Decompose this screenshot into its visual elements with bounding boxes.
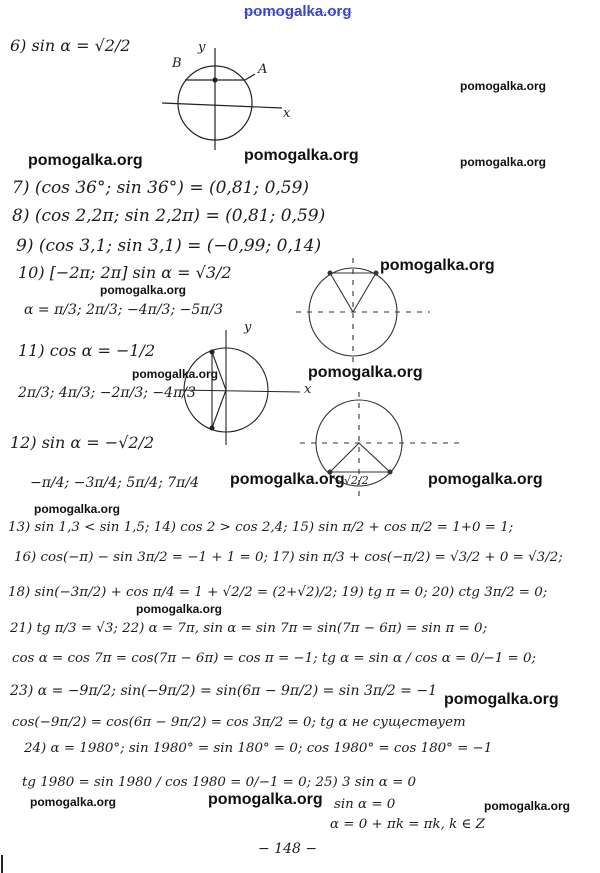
problem-22-cos: cos α = cos 7π = cos(7π − 6π) = cos π = −1; tg α = sin α / cos α = 0/−1 = 0; — [12, 651, 537, 666]
problem-8: 8) (cos 2,2π; sin 2,2π) = (0,81; 0,59) — [12, 206, 326, 226]
diagram12-fraction-label: √2/2 — [344, 474, 369, 487]
watermark: pomogalka.org — [34, 502, 121, 516]
header-watermark: pomogalka.org — [244, 3, 352, 20]
problem-10: 10) [−2π; 2π] sin α = √3/2 — [18, 263, 232, 282]
watermark: pomogalka.org — [484, 799, 571, 813]
watermark: pomogalka.org — [136, 602, 223, 616]
problem-25-step: sin α = 0 — [334, 797, 396, 812]
watermark: pomogalka.org — [460, 155, 547, 169]
watermark: pomogalka.org — [30, 795, 117, 809]
diagram6-a-label: A — [258, 62, 268, 77]
watermark: pomogalka.org — [132, 367, 219, 381]
watermark: pomogalka.org — [244, 147, 359, 164]
watermark: pomogalka.org — [230, 471, 345, 488]
page-number: − 148 − — [258, 841, 318, 857]
watermark: pomogalka.org — [100, 283, 187, 297]
diagram11-x-label: x — [304, 382, 312, 397]
watermark: pomogalka.org — [428, 471, 543, 488]
problem-24: 24) α = 1980°; sin 1980° = sin 180° = 0; cos 1980° = cos 180° = −1 — [24, 741, 493, 756]
watermark: pomogalka.org — [208, 791, 323, 808]
problem-9: 9) (cos 3,1; sin 3,1) = (−0,99; 0,14) — [16, 236, 322, 256]
problems-21-22: 21) tg π/3 = √3; 22) α = 7π, sin α = sin 7π = sin(7π − 6π) = sin π = 0; — [10, 621, 488, 636]
problem-7: 7) (cos 36°; sin 36°) = (0,81; 0,59) — [12, 178, 310, 198]
diagram11-y-label: y — [244, 320, 252, 335]
problem-12-answer: −π/4; −3π/4; 5π/4; 7π/4 — [30, 475, 199, 491]
problem-24-tg: tg 1980 = sin 1980 / cos 1980 = 0/−1 = 0; 25) 3 sin α = 0 — [22, 775, 417, 790]
watermark: pomogalka.org — [308, 364, 423, 381]
unit-circle-10 — [296, 258, 430, 372]
problem-23-cos: cos(−9π/2) = cos(6π − 9π/2) = cos 3π/2 = 0; tg α не существует — [12, 715, 466, 730]
watermark: pomogalka.org — [28, 152, 143, 169]
problem-11-answer: 2π/3; 4π/3; −2π/3; −4π/3 — [18, 385, 196, 401]
diagram6-x-label: x — [283, 106, 291, 121]
diagram6-y-label: y — [198, 40, 206, 55]
watermark: pomogalka.org — [460, 79, 547, 93]
problems-13-15: 13) sin 1,3 < sin 1,5; 14) cos 2 > cos 2,4; 15) sin π/2 + cos π/2 = 1+0 = 1; — [8, 520, 514, 535]
problems-18-20: 18) sin(−3π/2) + cos π/4 = 1 + √2/2 = (2+√2)/2; 19) tg π = 0; 20) ctg 3π/2 = 0; — [8, 585, 548, 600]
problem-12: 12) sin α = −√2/2 — [10, 433, 155, 452]
problem-25-answer: α = 0 + πk = πk, k ∈ Z — [330, 817, 485, 832]
watermark: pomogalka.org — [380, 257, 495, 274]
problem-6: 6) sin α = √2/2 — [10, 36, 131, 55]
problem-11: 11) cos α = −1/2 — [18, 341, 156, 360]
problem-23: 23) α = −9π/2; sin(−9π/2) = sin(6π − 9π/2) = sin 3π/2 = −1 — [10, 683, 437, 699]
diagram6-b-label: B — [172, 56, 182, 71]
watermark: pomogalka.org — [444, 691, 559, 708]
problems-16-17: 16) cos(−π) − sin 3π/2 = −1 + 1 = 0; 17) sin π/3 + cos(−π/2) = √3/2 + 0 = √3/2; — [14, 550, 563, 565]
unit-circle-11 — [178, 330, 300, 445]
problem-10-answer: α = π/3; 2π/3; −4π/3; −5π/3 — [24, 302, 224, 318]
